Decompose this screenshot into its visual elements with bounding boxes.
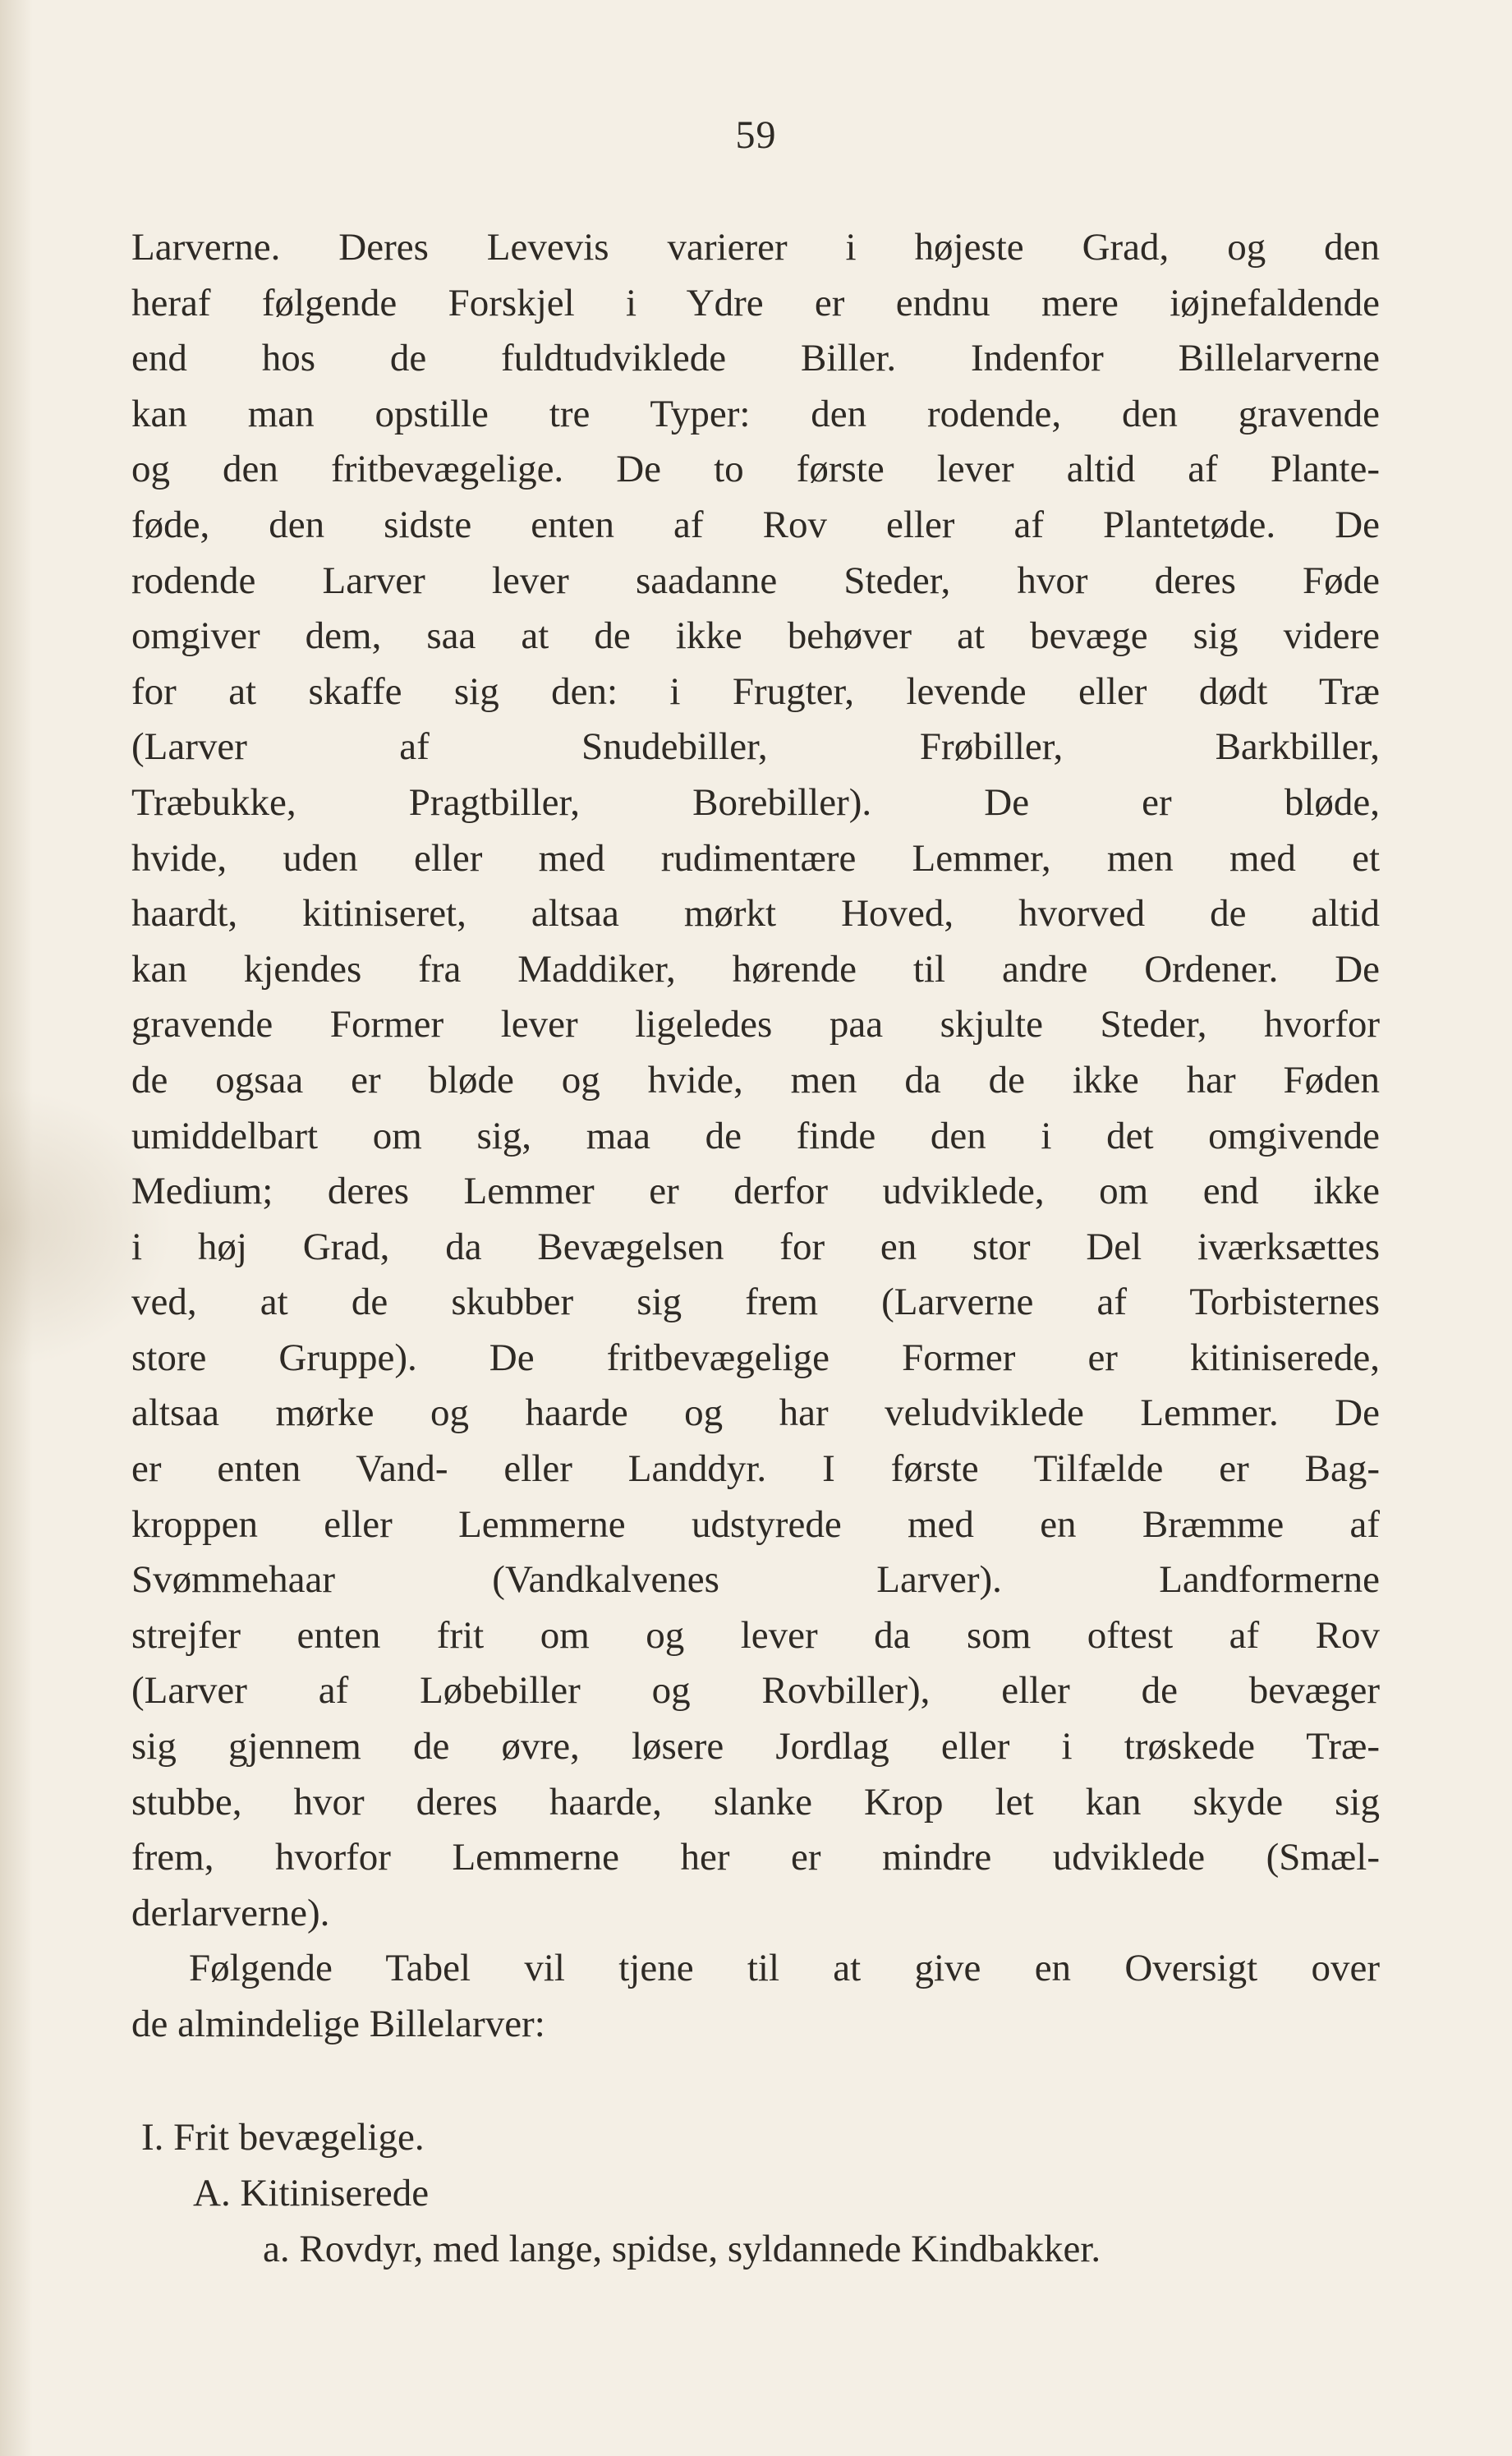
text-line: gravende Former lever ligeledes paa skjulte Steder, hvorfor	[131, 1003, 1380, 1046]
text-line: for at skaffe sig den: i Frugter, levende eller dødt Træ	[131, 669, 1380, 713]
text-line: umiddelbart om sig, maa de finde den i det omgivende	[131, 1114, 1380, 1157]
text-line: Svømmehaar (Vandkalvenes Larver). Landformerne	[131, 1558, 1380, 1602]
text-line: kroppen eller Lemmerne udstyrede med en Bræmme af	[131, 1502, 1380, 1546]
text-line: kan kjendes fra Maddiker, hørende til andre Ordener. De	[131, 947, 1380, 991]
body-text	[131, 220, 1380, 2053]
text-line: i høj Grad, da Bevægelsen for en stor Del iværksættes	[131, 1225, 1380, 1268]
text-line: er enten Vand- eller Landdyr. I første Tilfælde er Bag-	[131, 1447, 1380, 1491]
text-line: derlarverne).	[131, 1891, 330, 1934]
text-line: (Larver af Snudebiller, Frøbiller, Barkbiller,	[131, 725, 1380, 769]
text-line: Følgende Tabel vil tjene til at give en Oversigt over	[189, 1947, 1380, 1990]
text-line: Træbukke, Pragtbiller, Borebiller). De er bløde,	[131, 780, 1380, 824]
text-line: og den fritbevægelige. De to første lever altid af Plante-	[131, 448, 1380, 491]
text-line: føde, den sidste enten af Rov eller af Plantetøde. De	[131, 503, 1380, 546]
text-line: sig gjennem de øvre, løsere Jordlag eller i trøskede Træ-	[131, 1725, 1380, 1768]
text-line: Larverne. Deres Levevis varierer i højeste Grad, og den	[131, 226, 1380, 269]
text-line: store Gruppe). De fritbevægelige Former er kitiniserede,	[131, 1336, 1380, 1379]
text-line: heraf følgende Forskjel i Ydre er endnu mere iøjnefaldende	[131, 281, 1380, 324]
outline-item-level-2: A. Kitiniserede	[193, 2172, 430, 2215]
text-line: hvide, uden eller med rudimentære Lemmer, men med et	[131, 836, 1380, 880]
text-line: end hos de fuldtudviklede Biller. Indenfor Billelarverne	[131, 337, 1380, 380]
text-line: de ogsaa er bløde og hvide, men da de ikke har Føden	[131, 1058, 1380, 1102]
outline-item-level-1: I. Frit bevægelige.	[141, 2116, 425, 2159]
text-line: altsaa mørke og haarde og har veludviklede Lemmer. De	[131, 1391, 1380, 1435]
classification-table	[131, 2109, 1380, 2277]
page-number: 59	[735, 113, 777, 157]
text-line: de almindelige Billelarver:	[131, 2003, 545, 2045]
text-line: haardt, kitiniseret, altsaa mørkt Hoved, hvorved de altid	[131, 892, 1380, 936]
text-line: strejfer enten frit om og lever da som oftest af Rov	[131, 1613, 1380, 1657]
text-line: rodende Larver lever saadanne Steder, hvor deres Føde	[131, 559, 1380, 602]
text-line: stubbe, hvor deres haarde, slanke Krop let kan skyde sig	[131, 1780, 1380, 1824]
text-line: Medium; deres Lemmer er derfor udviklede, om end ikke	[131, 1170, 1380, 1213]
text-line: (Larver af Løbebiller og Rovbiller), eller de bevæger	[131, 1669, 1380, 1713]
text-line: omgiver dem, saa at de ikke behøver at bevæge sig videre	[131, 614, 1380, 658]
outline-item-level-3: a. Rovdyr, med lange, spidse, syldannede Kindbakker.	[263, 2228, 1101, 2270]
text-line: ved, at de skubber sig frem (Larverne af Torbisternes	[131, 1281, 1380, 1324]
text-line: kan man opstille tre Typer: den rodende, den gravende	[131, 392, 1380, 435]
text-line: frem, hvorfor Lemmerne her er mindre udviklede (Smæl-	[131, 1836, 1380, 1879]
